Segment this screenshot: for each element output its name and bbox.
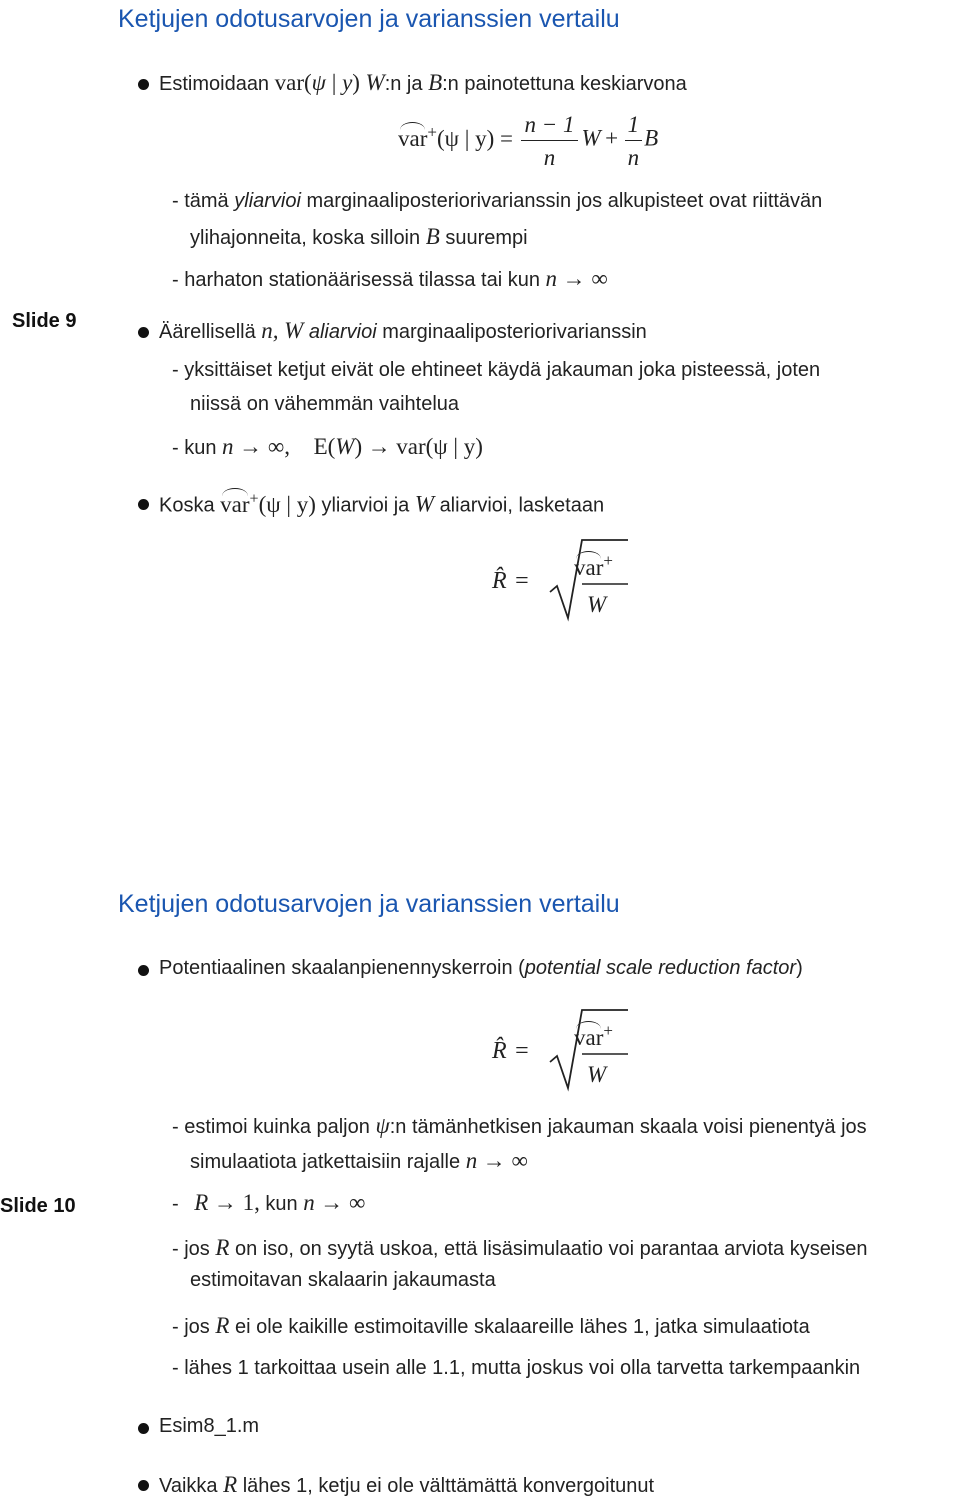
bullet-point — [138, 499, 149, 510]
dash-item: - lähes 1 tarkoittaa usein alle 1.1, mutta joskus voi olla tarvetta tarkempaankin — [172, 1357, 861, 1379]
slide-9-label: Slide 9 — [12, 310, 77, 332]
numerator: n − 1 — [521, 112, 577, 141]
math-B: B — [425, 224, 440, 249]
text: Potentiaalinen skaalanpienennyskerroin ( — [159, 957, 525, 979]
text: on iso, on syytä uskoa, että lisäsimulaatio voi parantaa arviota kyseisen — [234, 1238, 868, 1260]
math-var-hat: var — [574, 1024, 604, 1050]
bullet-point — [138, 1423, 149, 1434]
math-sup: + — [603, 551, 613, 570]
text: - jos — [172, 1316, 210, 1338]
dash-item: - yksittäiset ketjut eivät ole ehtineet käydä jakauman joka pisteessä, joten — [172, 359, 821, 381]
slide-9-title: Ketjujen odotusarvojen ja varianssien vertailu — [118, 5, 620, 33]
text: yliarvioi ja — [321, 494, 410, 517]
bullet-esim: Esim8_1.m — [159, 1415, 260, 1437]
dash-item-cont: niissä on vähemmän vaihtelua — [190, 393, 460, 415]
text: Vaikka — [159, 1475, 218, 1497]
math-W: W — [365, 70, 385, 95]
math-arrow-infinity: → ∞ — [320, 1190, 366, 1215]
emphasis: potential scale reduction factor — [524, 957, 797, 979]
equation-r-hat — [492, 1038, 529, 1065]
bullet-point — [138, 327, 149, 338]
math-W: W — [581, 125, 601, 151]
math-W: W — [284, 318, 304, 343]
math-y: y — [342, 70, 353, 95]
dash-item — [172, 1113, 867, 1139]
math-var: var( — [274, 70, 312, 95]
sqrt-numerator — [574, 1021, 613, 1051]
text: Äärellisellä — [159, 321, 256, 343]
math-R: R — [194, 1190, 209, 1215]
text: Estimoidaan — [159, 73, 270, 95]
math-n: n, — [261, 318, 279, 343]
math-bar: | — [325, 70, 343, 95]
text: Koska — [159, 494, 215, 517]
text: marginaaliposteriorivarianssin — [382, 321, 647, 343]
sqrt-denominator: W — [587, 1062, 607, 1087]
math-equals: = — [515, 568, 529, 594]
math-sup: + — [427, 122, 437, 142]
bullet-point — [138, 79, 149, 90]
math-psi: ψ — [375, 1113, 390, 1138]
math-R-hat: R̂ — [492, 1038, 507, 1064]
math-B: B — [644, 125, 659, 151]
math-arrow-one: → 1, — [213, 1190, 260, 1215]
text: - kun — [172, 437, 217, 459]
dash-item — [172, 434, 483, 460]
math-R: R — [215, 1235, 230, 1260]
fraction — [521, 112, 577, 171]
math-arrow-infinity: → ∞ — [482, 1148, 528, 1173]
fraction — [625, 112, 643, 171]
text: marginaaliposteriorivarianssin jos alkupisteet ovat riittävän — [306, 190, 823, 212]
math-sup: + — [603, 1021, 613, 1040]
math-args: (ψ | y) — [258, 491, 316, 517]
text: :n tämänhetkisen jakauman skaala voisi pienentyä jos — [389, 1116, 867, 1138]
math-n: n — [545, 266, 558, 291]
text: - tämä — [172, 190, 229, 212]
dash-item-cont: estimoitavan skalaarin jakaumasta — [190, 1269, 496, 1291]
text: - harhaton stationäärisessä tilassa tai kun — [172, 269, 540, 291]
text: aliarvioi, lasketaan — [439, 494, 605, 517]
emphasis: yliarvioi — [234, 190, 301, 212]
dash-item — [172, 266, 608, 292]
math-equals: = — [515, 1038, 529, 1064]
math-R: R — [215, 1313, 230, 1338]
math-paren: ) — [354, 434, 363, 459]
dash-item — [172, 1313, 810, 1339]
text: ) — [796, 957, 803, 979]
emphasis: aliarvioi — [308, 321, 377, 343]
sqrt-denominator: W — [587, 592, 607, 617]
denominator: n — [543, 145, 556, 170]
math-var: var(ψ | y) — [396, 434, 483, 459]
bullet-koska — [159, 490, 604, 518]
bullet-vaikka — [159, 1472, 654, 1498]
math-arrow-infinity: → ∞, — [239, 434, 290, 459]
math-args: (ψ | y) = — [436, 125, 514, 151]
text: - — [172, 1193, 179, 1215]
text: simulaatiota jatkettaisiin rajalle — [190, 1151, 461, 1173]
text: kun — [265, 1193, 298, 1215]
math-n: n — [465, 1148, 478, 1173]
text: suurempi — [445, 227, 528, 249]
math-R: R — [223, 1472, 238, 1497]
equation-r-hat — [492, 568, 529, 595]
dash-item — [172, 1190, 365, 1216]
dash-item — [172, 190, 822, 213]
math-W: W — [335, 434, 355, 459]
math-n: n — [303, 1190, 315, 1215]
slide-10 — [0, 880, 960, 1500]
math-paren: ) — [352, 70, 360, 95]
text: - estimoi kuinka paljon — [172, 1116, 370, 1138]
math-var-hat: var — [220, 491, 250, 517]
math-n: n — [222, 434, 234, 459]
math-var-hat: var — [398, 125, 428, 151]
bullet-potentiaalinen — [159, 957, 803, 980]
math-sup: + — [249, 490, 259, 507]
equation-var-plus — [398, 112, 658, 171]
bullet-aarellisella — [159, 318, 647, 344]
text: ei ole kaikille estimoitaville skalaareille lähes 1, jatka simulaatiota — [234, 1316, 810, 1338]
bullet-estimoidaan — [159, 70, 687, 96]
math-B: B — [428, 70, 443, 95]
slide-10-label: Slide 10 — [0, 1195, 76, 1217]
text: lähes 1, ketju ei ole välttämättä konvergoitunut — [242, 1475, 655, 1497]
numerator: 1 — [625, 112, 643, 141]
slide-10-title: Ketjujen odotusarvojen ja varianssien vertailu — [118, 890, 620, 918]
text: - jos — [172, 1238, 210, 1260]
text: :n ja — [384, 73, 423, 95]
math-R-hat: R̂ — [492, 568, 507, 594]
text: ylihajonneita, koska silloin — [190, 227, 421, 249]
math-plus: + — [605, 125, 619, 151]
bullet-point — [138, 965, 149, 976]
denominator: n — [627, 145, 640, 170]
text: :n painotettuna keskiarvona — [442, 73, 687, 95]
bullet-point — [138, 1480, 149, 1491]
math-arrow-infinity: → ∞ — [562, 266, 608, 291]
math-arrow: → — [367, 434, 391, 459]
dash-item — [172, 1235, 868, 1261]
math-W: W — [414, 491, 434, 517]
dash-item-cont — [190, 1148, 528, 1174]
math-var-hat: var — [574, 554, 604, 580]
math-E: E( — [313, 434, 336, 459]
dash-item-cont — [190, 224, 528, 250]
sqrt-numerator — [574, 551, 613, 581]
math-psi: ψ — [311, 70, 326, 95]
